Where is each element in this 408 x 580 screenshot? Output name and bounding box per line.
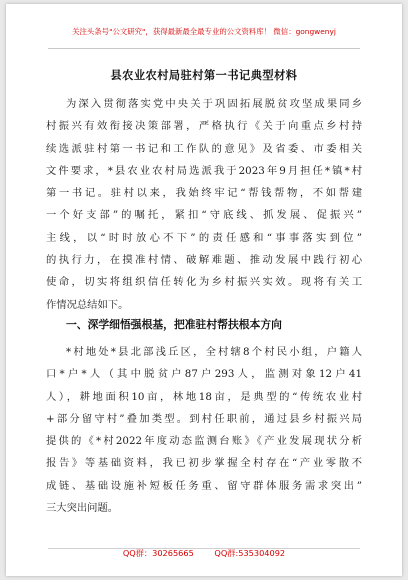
footer-qq-group-2: QQ群:535304092 <box>214 548 286 558</box>
document-title: 县农业农村局驻村第一书记典型材料 <box>110 68 298 82</box>
text-line: 第一书记。驻村以来，我始终牢记“帮钱帮物，不如帮建 <box>46 187 362 200</box>
page-footer <box>6 548 402 559</box>
text-line: 三大突出问题。 <box>46 502 119 515</box>
text-line: 报告》等基础资料，我已初步掌握全村存在“产业零散不 <box>46 457 362 470</box>
text-line: 续选派驻村第一书记和工作队的意见》及省委、市委相关 <box>46 142 362 155</box>
text-line: 的执行力，在摸准村情、破解难题、推动发展中践行初心 <box>46 254 362 267</box>
text-line: 村振兴有效衔接决策部署，严格执行《关于向重点乡村持 <box>46 120 362 133</box>
header-divider <box>48 48 360 49</box>
paragraph-village-profile <box>46 341 362 519</box>
text-line: 为深入贯彻落实党中央关于巩固拓展脱贫攻坚成果同乡 <box>66 98 362 110</box>
text-line: 一个好支部”的嘱托，紧扣“守底线、抓发展、促振兴” <box>46 209 362 222</box>
section-heading: 一、深学细悟强根基，把准驻村帮扶根本方向 <box>66 318 282 331</box>
paragraph-intro <box>46 93 362 316</box>
header-note: 关注头条号"公文研究"，获得最新最全最专业的公文资料库！ 微信：gongwenyj <box>72 27 336 36</box>
footer-qq-group-1: QQ群：30265665 <box>122 548 194 558</box>
text-line: 使命，切实将组织信任转化为乡村振兴实效。现将有关工 <box>46 276 362 289</box>
text-line: 提供的《*村2022年度动态监测台账》《产业发展现状分析 <box>46 435 362 448</box>
text-line: 文件要求，*县农业农村局选派我于2023年9月担任*镇*村 <box>46 164 362 177</box>
text-line: *村地处*县北部浅丘区，全村辖8个村民小组，户籍人 <box>66 346 362 358</box>
document-page <box>6 4 402 576</box>
text-line: 主线，以“时时放心不下”的责任感和“事事落实到位” <box>46 231 362 244</box>
text-line: 人），耕地面积10亩，林地18亩，是典型的“传统农业村 <box>46 390 362 403</box>
text-line: 口*户*人（其中脱贫户87户293人，监测对象12户41 <box>46 368 362 381</box>
text-line: 作情况总结如下。 <box>46 298 129 311</box>
text-line: +部分留守村”叠加类型。到村任职前，通过县乡村振兴局 <box>46 412 362 425</box>
text-line: 成链、基础设施补短板任务重、留守群体服务需求突出” <box>46 479 362 492</box>
